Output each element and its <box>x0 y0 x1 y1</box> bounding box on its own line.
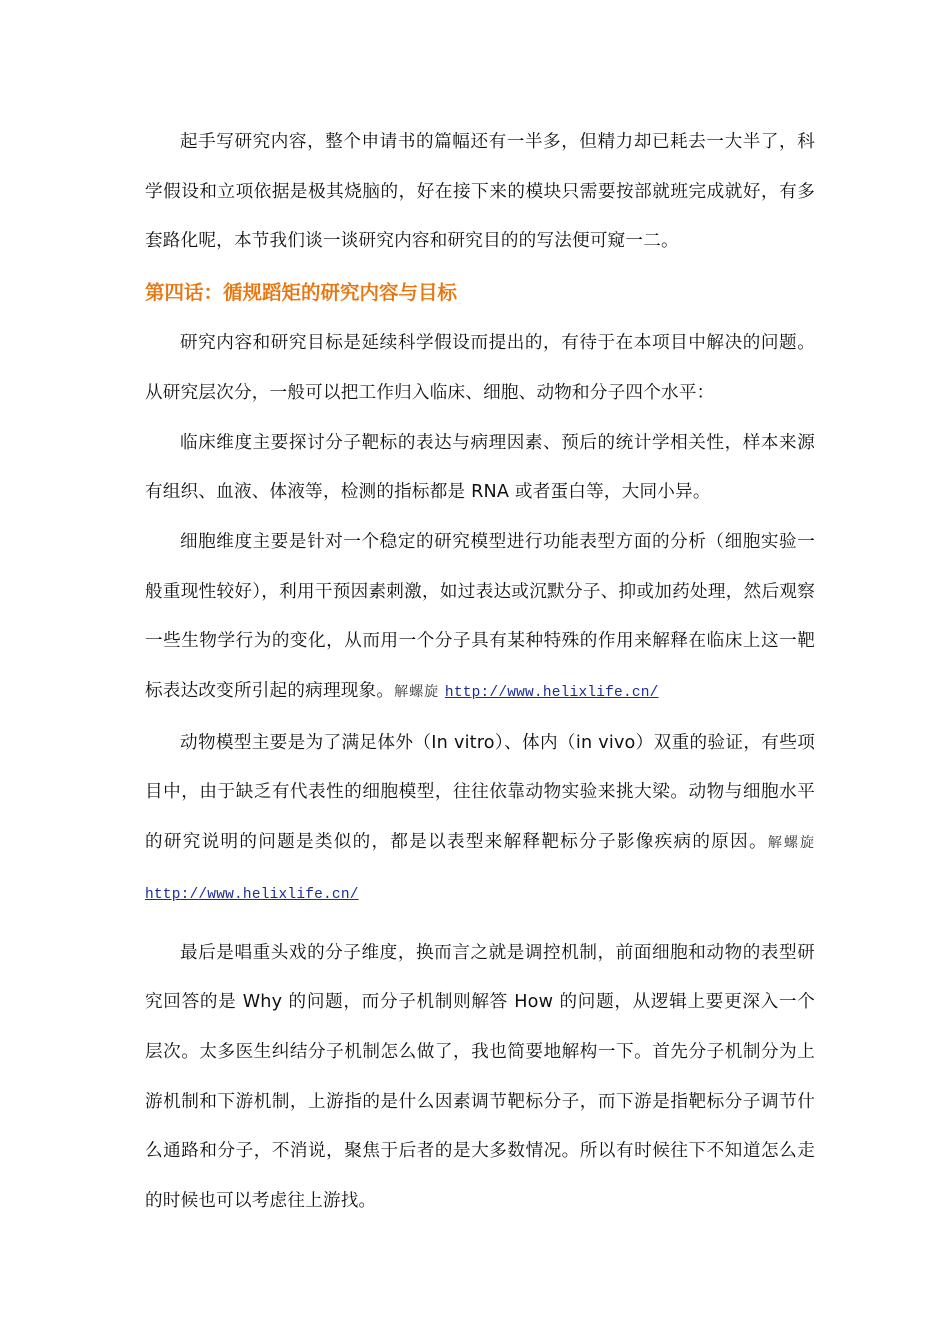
paragraph-animal <box>145 719 815 921</box>
paragraph-gap <box>145 921 815 929</box>
watermark-link[interactable]: http://www.helixlife.cn/ <box>444 685 659 702</box>
section-heading: 第四话：循规蹈矩的研究内容与目标 <box>145 281 458 305</box>
paragraph-research-scope: 研究内容和研究目标是延续科学假设而提出的，有待于在本项目中解决的问题。从研究层次分，一般可以把工作归入临床、细胞、动物和分子四个水平： <box>145 333 815 403</box>
paragraph-cell-text: 细胞维度主要是针对一个稳定的研究模型进行功能表型方面的分析（细胞实验一般重现性较好），利用干预因素刺激，如过表达或沉默分子、抑或加药处理，然后观察一些生物学行为的变化，从而用一个分子具有某种特殊的作用来解释在临床上这一靶标表达改变所引起的病理现象。 <box>145 531 815 702</box>
intro-paragraph: 起手写研究内容，整个申请书的篇幅还有一半多，但精力却已耗去一大半了，科学假设和立项依据是极其烧脑的，好在接下来的模块只需要按部就班完成就好，有多套路化呢，本节我们谈一谈研究内容和研究目的的写法便可窥一二。 <box>145 132 815 252</box>
paragraph-molecular: 最后是唱重头戏的分子维度，换而言之就是调控机制，前面细胞和动物的表型研究回答的是 Why 的问题，而分子机制则解答 How 的问题，从逻辑上要更深入一个层次。太多医生纠结分子机制怎么做了，我也简要地解构一下。首先分子机制分为上游机制和下游机制，上游指的是什么因素调节靶标分子，而下游是指靶标分子调节什么通路和分子，不消说，聚焦于后者的是大多数情况。所以有时候往下不知道怎么走的时候也可以考虑往上游找。 <box>145 942 815 1212</box>
watermark-label: 解螺旋 <box>394 684 440 701</box>
paragraph-clinical: 临床维度主要探讨分子靶标的表达与病理因素、预后的统计学相关性，样本来源有组织、血液、体液等，检测的指标都是 RNA 或者蛋白等，大同小异。 <box>145 432 815 503</box>
paragraph-cell <box>145 518 815 719</box>
document-body <box>145 118 815 1227</box>
watermark-link[interactable]: http://www.helixlife.cn/ <box>145 886 359 903</box>
watermark-label: 解螺旋 <box>767 835 816 852</box>
paragraph-animal-text: 动物模型主要是为了满足体外（In vitro）、体内（in vivo）双重的验证，有些项目中，由于缺乏有代表性的细胞模型，往往依靠动物实验来挑大梁。动物与细胞水平的研究说明的问题是类似的，都是以表型来解释靶标分子影像疾病的原因。 <box>145 732 815 853</box>
